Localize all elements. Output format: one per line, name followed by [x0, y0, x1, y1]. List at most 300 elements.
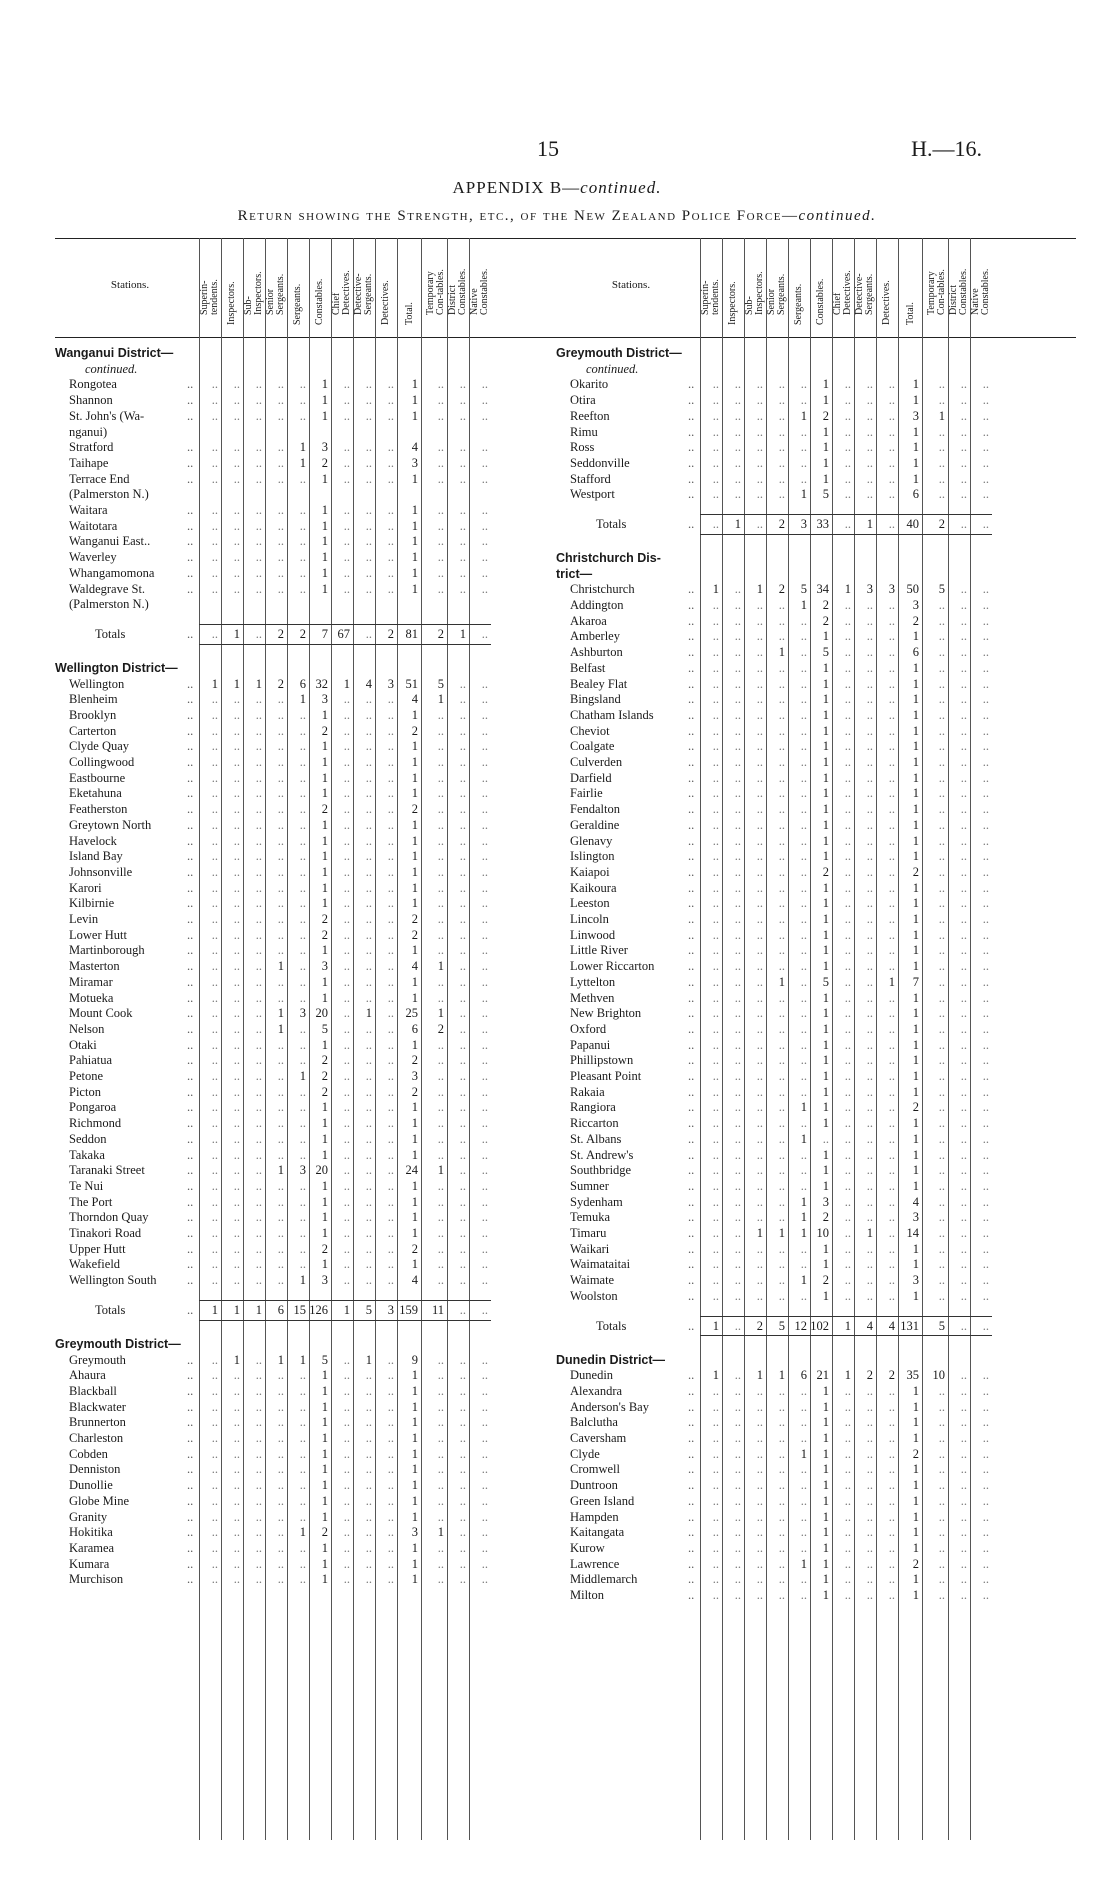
- table-cell: ..: [459, 550, 466, 565]
- table-cell: ..: [387, 1037, 394, 1052]
- table-cell: ..: [211, 550, 218, 565]
- leader-dots: ..: [187, 565, 194, 580]
- table-cell: ..: [800, 1037, 807, 1052]
- table-cell: ..: [844, 1210, 851, 1225]
- table-cell: ..: [778, 1383, 785, 1398]
- table-cell: ..: [437, 1399, 444, 1414]
- table-cell: ..: [778, 1588, 785, 1603]
- table-cell: ..: [299, 1540, 306, 1555]
- table-cell: ..: [459, 518, 466, 533]
- table-cell: ..: [387, 770, 394, 785]
- column-header: [447, 243, 469, 335]
- table-cell: ..: [233, 1194, 240, 1209]
- totals-row: [55, 627, 505, 643]
- table-cell: ..: [734, 1257, 741, 1272]
- table-cell: 1: [411, 786, 418, 801]
- station-name: Pongaroa: [69, 1100, 117, 1115]
- table-cell: ..: [277, 1257, 284, 1272]
- table-cell: 1: [844, 582, 851, 597]
- table-cell: ..: [800, 1415, 807, 1430]
- table-cell: ..: [211, 1478, 218, 1493]
- leader-dots: ..: [688, 1588, 695, 1603]
- table-cell: ..: [844, 943, 851, 958]
- table-header: [55, 238, 575, 338]
- table-row: [556, 724, 1006, 740]
- table-cell: ..: [437, 408, 444, 423]
- return-title-italic: continued.: [798, 208, 877, 224]
- table-cell: ..: [778, 943, 785, 958]
- table-row: [556, 959, 1006, 975]
- table-cell: ..: [800, 613, 807, 628]
- table-cell: 1: [411, 518, 418, 533]
- table-cell: ..: [960, 455, 967, 470]
- station-name: Green Island: [570, 1493, 635, 1508]
- table-cell: ..: [982, 1431, 989, 1446]
- table-cell: ..: [211, 849, 218, 864]
- table-cell: ..: [982, 582, 989, 597]
- table-cell: ..: [437, 1368, 444, 1383]
- table-cell: ..: [277, 471, 284, 486]
- table-cell: 5: [938, 582, 945, 597]
- table-cell: ..: [277, 1572, 284, 1587]
- table-cell: ..: [365, 581, 372, 596]
- table-cell: ..: [481, 503, 488, 517]
- table-cell: ..: [459, 1478, 466, 1493]
- table-cell: ..: [343, 503, 350, 517]
- table-row: [556, 1179, 1006, 1195]
- table-cell: 1: [912, 1069, 919, 1084]
- table-cell: ..: [960, 770, 967, 785]
- table-cell: ..: [756, 1194, 763, 1209]
- table-cell: ..: [778, 408, 785, 423]
- station-name: Amberley: [570, 629, 620, 644]
- table-cell: ..: [343, 471, 350, 486]
- table-row: [55, 1038, 505, 1054]
- table-cell: ..: [844, 1462, 851, 1477]
- table-cell: ..: [866, 455, 873, 470]
- table-cell: ..: [233, 1415, 240, 1430]
- table-cell: ..: [387, 1540, 394, 1555]
- table-cell: ..: [233, 455, 240, 470]
- station-name: St. John's (Wa-: [69, 408, 145, 423]
- table-row: [55, 1069, 505, 1085]
- table-cell: ..: [459, 959, 466, 974]
- table-cell: 1: [233, 676, 240, 691]
- table-cell: 1: [411, 393, 418, 408]
- table-cell: ..: [437, 1540, 444, 1555]
- table-cell: 2: [822, 598, 829, 613]
- table-cell: ..: [888, 1588, 895, 1603]
- table-cell: ..: [365, 1241, 372, 1256]
- table-cell: ..: [387, 1178, 394, 1193]
- table-cell: ..: [459, 849, 466, 864]
- table-cell: ..: [211, 959, 218, 974]
- station-name: Levin: [69, 912, 99, 927]
- totals-rule: [700, 1335, 992, 1336]
- table-cell: 1: [459, 627, 466, 642]
- table-cell: ..: [756, 723, 763, 738]
- table-cell: ..: [299, 581, 306, 596]
- table-cell: ..: [211, 1540, 218, 1555]
- leader-dots: ..: [187, 393, 194, 408]
- table-cell: ..: [982, 1493, 989, 1508]
- table-cell: ..: [888, 833, 895, 848]
- table-cell: ..: [255, 1053, 262, 1068]
- leader-dots: ..: [688, 692, 695, 707]
- table-cell: ..: [437, 1383, 444, 1398]
- table-cell: ..: [387, 1352, 394, 1367]
- leader-dots: ..: [688, 1431, 695, 1446]
- table-cell: 1: [321, 943, 328, 958]
- table-cell: 1: [321, 1116, 328, 1131]
- table-cell: ..: [734, 393, 741, 408]
- table-cell: ..: [481, 927, 488, 942]
- table-cell: ..: [365, 1509, 372, 1524]
- table-cell: 1: [822, 707, 829, 722]
- table-row: [55, 582, 505, 598]
- table-cell: ..: [756, 1383, 763, 1398]
- table-row: [55, 1132, 505, 1148]
- table-cell: ..: [866, 770, 873, 785]
- table-cell: ..: [343, 974, 350, 989]
- table-cell: ..: [437, 1446, 444, 1461]
- table-cell: ..: [734, 1100, 741, 1115]
- leader-dots: ..: [688, 1399, 695, 1414]
- station-name: Phillipstown: [570, 1053, 634, 1068]
- station-name: Kaitangata: [570, 1525, 625, 1540]
- column-header: [265, 243, 287, 335]
- table-cell: ..: [938, 1210, 945, 1225]
- table-cell: 25: [405, 1006, 418, 1021]
- table-cell: ..: [387, 1084, 394, 1099]
- table-cell: 2: [437, 627, 444, 642]
- table-cell: ..: [756, 440, 763, 455]
- table-cell: ..: [277, 440, 284, 455]
- table-cell: 1: [411, 1194, 418, 1209]
- table-cell: 1: [321, 896, 328, 911]
- table-cell: ..: [365, 1100, 372, 1115]
- table-cell: 1: [321, 1178, 328, 1193]
- table-cell: 2: [822, 408, 829, 423]
- leader-dots: ..: [187, 755, 194, 770]
- table-cell: ..: [459, 707, 466, 722]
- table-cell: ..: [844, 896, 851, 911]
- table-cell: ..: [299, 927, 306, 942]
- table-cell: ..: [866, 676, 873, 691]
- table-cell: ..: [387, 471, 394, 486]
- table-cell: ..: [734, 943, 741, 958]
- station-name: Tinakori Road: [69, 1226, 142, 1241]
- table-cell: ..: [387, 943, 394, 958]
- table-cell: ..: [437, 833, 444, 848]
- table-cell: ..: [299, 912, 306, 927]
- table-cell: ..: [437, 1556, 444, 1571]
- column-header-label: Inspectors.: [727, 281, 738, 325]
- table-cell: ..: [387, 377, 394, 392]
- column-header-label: District Constables.: [447, 268, 468, 315]
- table-cell: ..: [255, 1194, 262, 1209]
- table-row: [556, 1525, 1006, 1541]
- table-cell: ..: [437, 377, 444, 392]
- leader-dots: ..: [688, 786, 695, 801]
- table-cell: ..: [343, 833, 350, 848]
- table-cell: 1: [321, 503, 328, 517]
- table-cell: ..: [888, 802, 895, 817]
- table-cell: ..: [299, 1100, 306, 1115]
- table-cell: ..: [459, 1021, 466, 1036]
- table-cell: ..: [778, 1163, 785, 1178]
- table-cell: ..: [982, 1163, 989, 1178]
- table-cell: ..: [233, 1431, 240, 1446]
- station-name: Hampden: [570, 1509, 619, 1524]
- table-cell: ..: [960, 1163, 967, 1178]
- leader-dots: ..: [688, 645, 695, 660]
- table-cell: ..: [778, 1525, 785, 1540]
- table-cell: ..: [387, 581, 394, 596]
- table-cell: ..: [800, 1069, 807, 1084]
- table-cell: ..: [255, 849, 262, 864]
- table-cell: ..: [211, 1084, 218, 1099]
- table-cell: ..: [277, 723, 284, 738]
- table-cell: ..: [982, 1525, 989, 1540]
- table-cell: ..: [365, 927, 372, 942]
- leader-dots: ..: [187, 1352, 194, 1367]
- table-cell: 1: [437, 959, 444, 974]
- leader-dots: ..: [688, 817, 695, 832]
- table-cell: ..: [712, 1194, 719, 1209]
- table-cell: ..: [888, 487, 895, 502]
- table-cell: ..: [734, 1116, 741, 1131]
- table-cell: ..: [211, 1210, 218, 1225]
- table-cell: 1: [321, 1462, 328, 1477]
- table-row: [556, 1510, 1006, 1526]
- table-cell: ..: [800, 912, 807, 927]
- table-cell: 1: [411, 974, 418, 989]
- table-cell: ..: [387, 1241, 394, 1256]
- table-cell: 1: [912, 1493, 919, 1508]
- table-cell: ..: [211, 1431, 218, 1446]
- table-cell: 159: [399, 1302, 418, 1317]
- table-cell: ..: [437, 880, 444, 895]
- table-cell: ..: [938, 1021, 945, 1036]
- table-row: [55, 1541, 505, 1557]
- table-cell: ..: [734, 582, 741, 597]
- table-cell: 1: [822, 927, 829, 942]
- station-name: The Port: [69, 1194, 113, 1209]
- table-cell: ..: [481, 1210, 488, 1225]
- table-cell: ..: [778, 912, 785, 927]
- table-cell: 4: [411, 959, 418, 974]
- table-cell: 1: [912, 1257, 919, 1272]
- table-row: [55, 677, 505, 693]
- table-cell: 3: [411, 455, 418, 470]
- table-cell: 1: [822, 1257, 829, 1272]
- table-cell: ..: [299, 393, 306, 408]
- table-cell: ..: [960, 1540, 967, 1555]
- table-cell: 1: [912, 660, 919, 675]
- table-cell: 3: [912, 408, 919, 423]
- station-name: Miramar: [69, 974, 113, 989]
- table-cell: ..: [211, 1273, 218, 1288]
- table-cell: 1: [912, 471, 919, 486]
- station-name: Milton: [570, 1588, 605, 1603]
- station-name: Ross: [570, 440, 595, 455]
- station-name: Takaka: [69, 1147, 105, 1162]
- table-cell: 1: [778, 974, 785, 989]
- table-cell: 1: [822, 676, 829, 691]
- table-cell: ..: [938, 912, 945, 927]
- table-cell: ..: [387, 1556, 394, 1571]
- table-cell: ..: [888, 755, 895, 770]
- table-cell: ..: [866, 927, 873, 942]
- table-cell: ..: [844, 377, 851, 392]
- table-cell: ..: [982, 927, 989, 942]
- table-cell: ..: [938, 1288, 945, 1303]
- table-cell: ..: [844, 1446, 851, 1461]
- table-row: [55, 1525, 505, 1541]
- table-row: [55, 1226, 505, 1242]
- table-cell: ..: [778, 1273, 785, 1288]
- table-cell: ..: [365, 692, 372, 707]
- totals-rule: [199, 644, 491, 645]
- table-cell: ..: [800, 1021, 807, 1036]
- table-cell: ..: [365, 802, 372, 817]
- table-cell: ..: [712, 517, 719, 532]
- leader-dots: ..: [688, 1288, 695, 1303]
- table-cell: ..: [844, 629, 851, 644]
- table-cell: ..: [734, 802, 741, 817]
- station-name: Belfast: [570, 660, 606, 675]
- table-cell: ..: [299, 1493, 306, 1508]
- table-cell: ..: [343, 534, 350, 549]
- table-cell: 1: [912, 1084, 919, 1099]
- table-cell: 1: [800, 1131, 807, 1146]
- table-cell: ..: [888, 598, 895, 613]
- column-header: [309, 243, 331, 335]
- table-cell: ..: [844, 598, 851, 613]
- left-strength-table: [55, 238, 575, 1846]
- leader-dots: ..: [688, 1178, 695, 1193]
- table-cell: ..: [888, 1478, 895, 1493]
- table-cell: ..: [844, 990, 851, 1005]
- table-cell: 1: [411, 408, 418, 423]
- table-cell: ..: [960, 786, 967, 801]
- table-cell: ..: [233, 739, 240, 754]
- table-cell: ..: [982, 1383, 989, 1398]
- table-cell: 4: [365, 676, 372, 691]
- table-row: [55, 393, 505, 409]
- table-cell: 1: [822, 1383, 829, 1398]
- table-cell: ..: [866, 629, 873, 644]
- table-cell: ..: [211, 927, 218, 942]
- table-cell: 1: [844, 1318, 851, 1333]
- table-cell: ..: [756, 1478, 763, 1493]
- station-name: Globe Mine: [69, 1493, 130, 1508]
- table-cell: ..: [481, 1021, 488, 1036]
- table-cell: ..: [712, 1037, 719, 1052]
- table-cell: 1: [321, 1478, 328, 1493]
- table-cell: ..: [387, 1493, 394, 1508]
- table-cell: ..: [712, 1399, 719, 1414]
- table-cell: ..: [982, 1131, 989, 1146]
- table-cell: ..: [712, 707, 719, 722]
- table-cell: ..: [343, 1069, 350, 1084]
- table-cell: ..: [866, 440, 873, 455]
- table-cell: ..: [299, 1462, 306, 1477]
- table-cell: ..: [211, 1226, 218, 1241]
- table-row: [556, 661, 1006, 677]
- table-cell: 1: [411, 1478, 418, 1493]
- table-cell: ..: [459, 1383, 466, 1398]
- table-cell: ..: [233, 974, 240, 989]
- station-name: Motueka: [69, 990, 114, 1005]
- table-cell: ..: [277, 912, 284, 927]
- table-row: [55, 708, 505, 724]
- table-cell: ..: [756, 598, 763, 613]
- table-cell: ..: [938, 377, 945, 392]
- table-cell: ..: [481, 393, 488, 408]
- table-cell: ..: [343, 1037, 350, 1052]
- table-cell: ..: [255, 534, 262, 549]
- table-cell: 2: [321, 912, 328, 927]
- table-row: [55, 1053, 505, 1069]
- table-cell: ..: [437, 1037, 444, 1052]
- table-cell: ..: [756, 1147, 763, 1162]
- table-cell: 1: [411, 1493, 418, 1508]
- table-cell: 2: [321, 1084, 328, 1099]
- table-cell: ..: [888, 990, 895, 1005]
- table-cell: 1: [822, 739, 829, 754]
- return-title: [0, 208, 1114, 225]
- column-header: [854, 243, 876, 335]
- table-cell: 1: [822, 1415, 829, 1430]
- table-cell: ..: [211, 503, 218, 517]
- table-cell: ..: [778, 1147, 785, 1162]
- table-cell: ..: [365, 833, 372, 848]
- leader-dots: ..: [187, 1509, 194, 1524]
- table-cell: ..: [712, 833, 719, 848]
- table-cell: ..: [387, 927, 394, 942]
- station-name: Waldegrave St.: [69, 581, 146, 596]
- table-row: [55, 755, 505, 771]
- totals-rule: [700, 514, 992, 515]
- table-cell: ..: [299, 1210, 306, 1225]
- table-cell: ..: [255, 739, 262, 754]
- table-row: [556, 1572, 1006, 1588]
- table-cell: ..: [299, 471, 306, 486]
- table-cell: 1: [321, 786, 328, 801]
- leader-dots: ..: [187, 1302, 194, 1317]
- column-header-label: Senior Sergeants.: [265, 273, 286, 315]
- table-cell: ..: [459, 534, 466, 549]
- table-cell: ..: [938, 1069, 945, 1084]
- table-cell: 1: [778, 645, 785, 660]
- table-cell: ..: [844, 786, 851, 801]
- table-cell: ..: [712, 770, 719, 785]
- table-row: [55, 1257, 505, 1273]
- table-cell: 1: [255, 676, 262, 691]
- table-row: [55, 896, 505, 912]
- table-cell: ..: [844, 912, 851, 927]
- table-cell: ..: [982, 408, 989, 423]
- table-cell: ..: [778, 1006, 785, 1021]
- table-cell: ..: [365, 1178, 372, 1193]
- table-cell: ..: [960, 739, 967, 754]
- table-cell: ..: [459, 864, 466, 879]
- table-cell: ..: [938, 786, 945, 801]
- table-cell: ..: [938, 1399, 945, 1414]
- table-row: [55, 975, 505, 991]
